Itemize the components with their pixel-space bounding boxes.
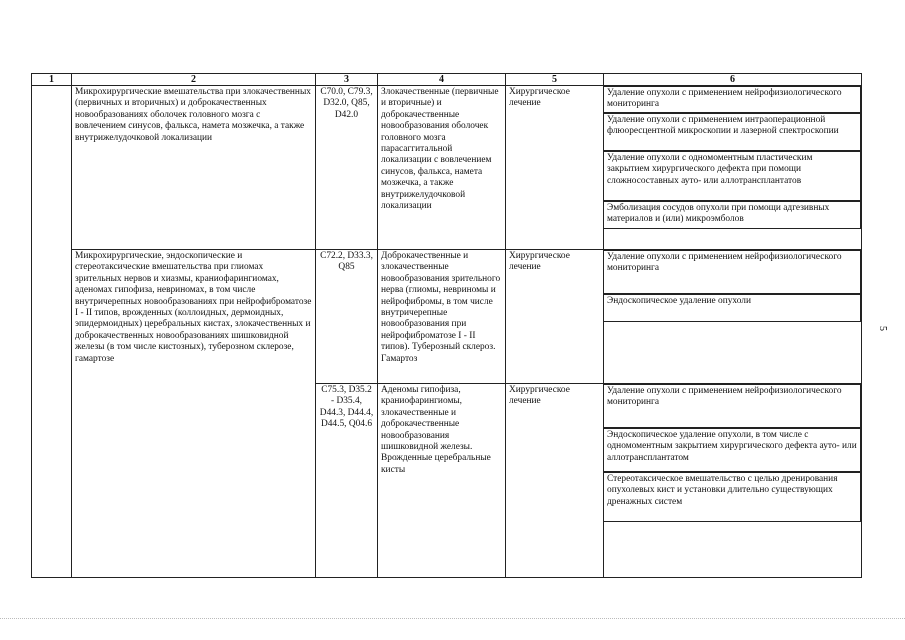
treatment-cell: Хирургическое лечение: [506, 250, 604, 384]
condition-cell: Злокачественные (первичные и вторичные) и доброкачественные новообразования оболочек головного мозга парасаггитальной локализации с вовлечением синусов, фалькса, намета мозжечка, а также внутрижелудочковой локализации: [378, 86, 506, 250]
condition-cell: Доброкачественные и злокачественные новообразования зрительного нерва (глиомы, невриномы и нейрофибромы, в том числе внутричерепные новообразования при нейрофиброматозе I - II типов). Туберозный склероз. Гамартоз: [378, 250, 506, 384]
number-cell: [32, 86, 72, 578]
methods-cell: [604, 250, 862, 384]
medical-care-table: [31, 73, 862, 578]
header-col-4: 4: [378, 74, 506, 86]
intervention-cell: Микрохирургические, эндоскопические и стереотаксические вмешательства при глиомах зрительных нервов и хиазмы, краниофарингиомах, аденомах гипофиза, невриномах, в том числе внутричерепных новообразованиях при нейрофиброматозе I - II типов, врожденных (коллоидных, дермоидных, эпидермоидных) церебральных кистах, злокачественных и доброкачественных новообразованиях шишковидной железы (в том числе кистозных), туберозном склерозе, гамартозе: [72, 250, 316, 578]
header-col-2: 2: [72, 74, 316, 86]
codes-cell: C75.3, D35.2 - D35.4, D44.3, D44.4, D44.5, Q04.6: [316, 384, 378, 578]
method-item: Удаление опухоли с применением интраоперационной флюоресцентной микроскопии и лазерной спектроскопии: [603, 113, 861, 151]
intervention-cell: Микрохирургические вмешательства при злокачественных (первичных и вторичных) и доброкачественных новообразованиях оболочек головного мозга с вовлечением синусов, фалькса, намета мозжечка, а также внутрижелудочковой локализации: [72, 86, 316, 250]
method-item: Стереотаксическое вмешательство с целью дренирования опухолевых кист и установки длительно существующих дренажных систем: [603, 472, 861, 522]
header-col-5: 5: [506, 74, 604, 86]
method-item: Эмболизация сосудов опухоли при помощи адгезивных материалов и (или) микроэмболов: [603, 201, 861, 229]
method-item: Удаление опухоли с применением нейрофизиологического мониторинга: [603, 250, 861, 294]
methods-cell: [604, 86, 862, 250]
header-row: [32, 74, 862, 86]
treatment-cell: Хирургическое лечение: [506, 384, 604, 578]
methods-cell: [604, 384, 862, 578]
header-col-1: 1: [32, 74, 72, 86]
condition-cell: Аденомы гипофиза, краниофарингиомы, злокачественные и доброкачественные новообразования шишковидной железы. Врожденные церебральные кисты: [378, 384, 506, 578]
method-item: Удаление опухоли с применением нейрофизиологического мониторинга: [603, 86, 861, 113]
header-col-6: 6: [604, 74, 862, 86]
treatment-cell: Хирургическое лечение: [506, 86, 604, 250]
method-item: Удаление опухоли с применением нейрофизиологического мониторинга: [603, 384, 861, 428]
page-number: 5: [877, 326, 888, 331]
scan-edge-line: [0, 618, 905, 619]
codes-cell: C72.2, D33.3, Q85: [316, 250, 378, 384]
table-row: [32, 86, 862, 250]
header-col-3: 3: [316, 74, 378, 86]
codes-cell: C70.0, C79.3, D32.0, Q85, D42.0: [316, 86, 378, 250]
method-item: Эндоскопическое удаление опухоли, в том числе с одномоментным закрытием хирургического дефекта ауто- или аллотрансплантатом: [603, 428, 861, 472]
table-row: [32, 250, 862, 384]
method-item: Эндоскопическое удаление опухоли: [603, 294, 861, 322]
method-item: Удаление опухоли с одномоментным пластическим закрытием хирургического дефекта при помощи сложносоставных ауто- или аллотрансплантатов: [603, 151, 861, 201]
